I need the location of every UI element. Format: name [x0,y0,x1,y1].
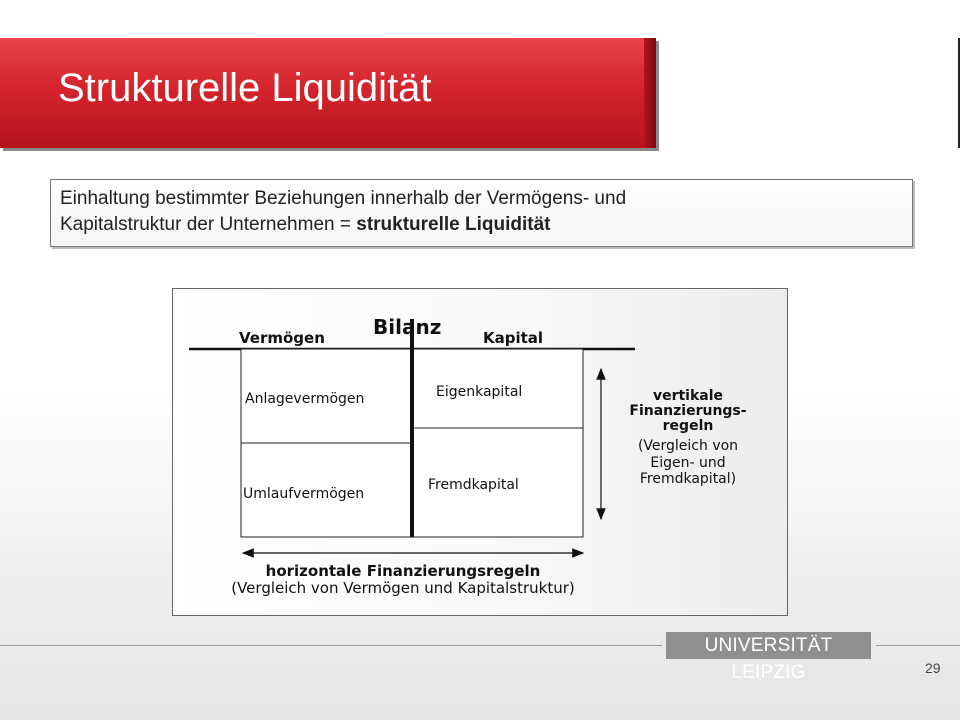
horizontal-rules-note: (Vergleich von Vermögen und Kapitalstruktur) [231,579,575,597]
slide-title: Strukturelle Liquidität [58,66,432,110]
university-logo: UNIVERSITÄT LEIPZIG [666,632,871,659]
balance-sheet-diagram [172,288,788,616]
horizontal-rules-title: horizontale Finanzierungsregeln [265,562,541,580]
intro-line-2: Kapitalstruktur der Unternehmen = [60,214,357,235]
fixed-assets-label: Anlagevermögen [245,391,365,407]
intro-emphasis: strukturelle Liquidität [356,214,551,235]
vertical-rules-note-2: Eigen- und [650,455,726,471]
equity-label: Eigenkapital [436,384,523,400]
intro-box [50,179,913,247]
diagram-heading: Bilanz [373,315,442,339]
assets-header: Vermögen [239,329,325,347]
capital-box [413,349,583,537]
vertical-rules-note-1: (Vergleich von [637,438,739,454]
vertical-rules-note-3: Fremdkapital) [639,471,737,487]
horizontal-rules-block [173,563,633,597]
vertical-rules-title-2: Finanzierungs- [629,403,747,419]
intro-line-1: Einhaltung bestimmter Beziehungen innerhalb der Vermögens- und [60,188,627,209]
intro-text [60,186,626,238]
vertical-rules-title-3: regeln [662,418,714,434]
capital-header: Kapital [483,329,544,347]
current-assets-label: Umlaufvermögen [243,486,365,502]
footer-rule-left [0,645,662,646]
footer-rule-right [876,645,960,646]
debt-label: Fremdkapital [428,477,519,493]
title-banner-shade [644,38,656,148]
vertical-rules-title-1: vertikale [652,388,724,404]
vertical-rules-block [613,389,763,487]
page-number: 29 [925,660,941,676]
